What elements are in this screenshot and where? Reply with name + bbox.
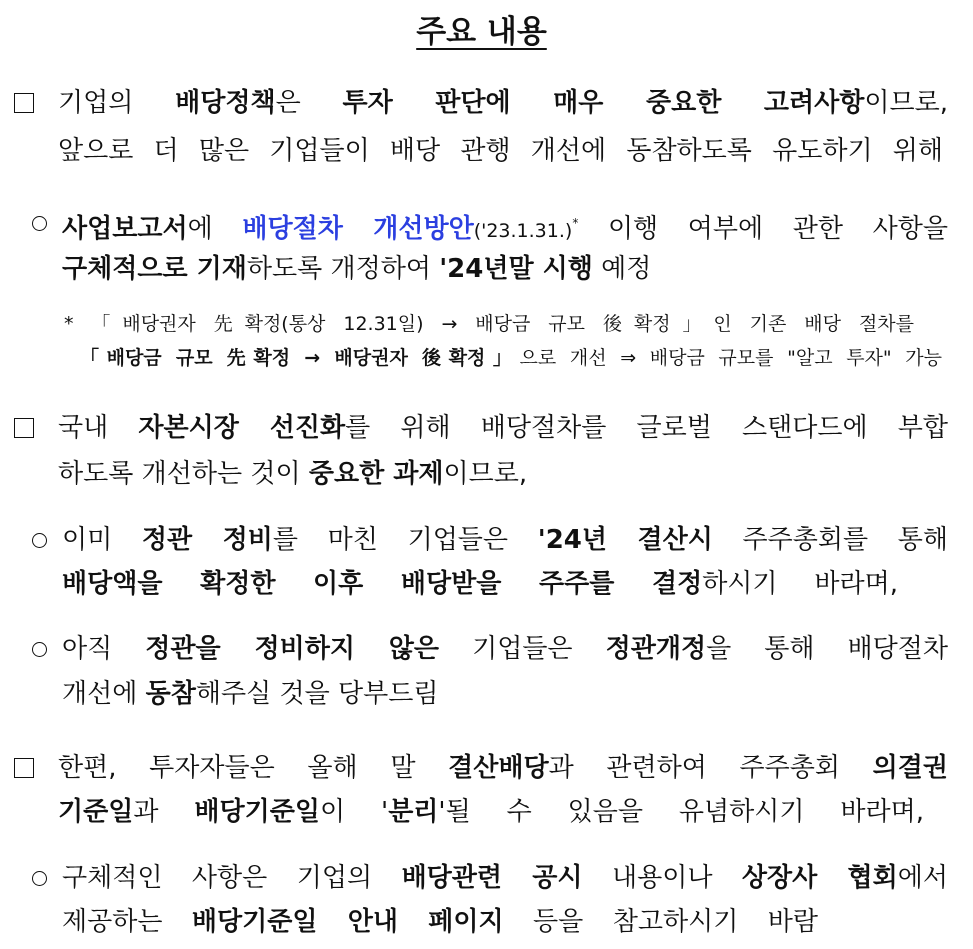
section2-line2: 하도록 개선하는 것이 중요한 과제이므로, [58, 459, 528, 489]
footnote-line2: 「배당금 규모 先확정 → 배당권자 後확정」으로 개선 ⇒ 배당금 규모를 "알고 투자" 가능 [80, 347, 942, 369]
section3-line2: 기준일과 배당기준일이 '분리'될 수 있음을 유념하시기 바라며, [58, 797, 925, 827]
section1-line1: 기업의 배당정책은 투자 판단에 매우 중요한 고려사항이므로, [58, 88, 948, 118]
section2-bullet2-line2: 개선에 동참해주실 것을 당부드림 [62, 679, 439, 709]
checkbox-square-icon [14, 418, 34, 438]
section1-bullet1-line1: 사업보고서에 배당절차 개선방안('23.1.31.)* 이행 여부에 관한 사항을 [62, 214, 948, 244]
bullet-circle-icon [32, 216, 47, 231]
bullet-circle-icon [32, 871, 47, 886]
checkbox-square-icon [14, 93, 34, 113]
section1-bullet1-line2: 구체적으로 기재하도록 개정하여 '24년말 시행 예정 [62, 254, 652, 284]
section2-bullet1-line2: 배당액을 확정한 이후 배당받을 주주를 결정하시기 바라며, [62, 569, 898, 599]
footnote-line1: * 「배당권자 先확정(통상 12.31일) → 배당금 규모 後확정」인 기존 배당 절차를 [64, 313, 914, 335]
section3-bullet1-line2: 제공하는 배당기준일 안내 페이지 등을 참고하시기 바람 [62, 907, 818, 937]
page-title: 주요 내용 [416, 14, 547, 50]
checkbox-square-icon [14, 758, 34, 778]
section2-line1: 국내 자본시장 선진화를 위해 배당절차를 글로벌 스탠다드에 부합 [58, 413, 948, 443]
section3-line1: 한편, 투자자들은 올해 말 결산배당과 관련하여 주주총회 의결권 [58, 753, 948, 783]
bullet-circle-icon [32, 642, 47, 657]
section2-bullet2-line1: 아직 정관을 정비하지 않은 기업들은 정관개정을 통해 배당절차 [62, 634, 948, 664]
bullet-circle-icon [32, 533, 47, 548]
section1-line2: 앞으로 더 많은 기업들이 배당 관행 개선에 동참하도록 유도하기 위해 [58, 136, 943, 166]
section3-bullet1-line1: 구체적인 사항은 기업의 배당관련 공시 내용이나 상장사 협회에서 [62, 863, 948, 893]
section2-bullet1-line1: 이미 정관 정비를 마친 기업들은 '24년 결산시 주주총회를 통해 [62, 525, 948, 555]
